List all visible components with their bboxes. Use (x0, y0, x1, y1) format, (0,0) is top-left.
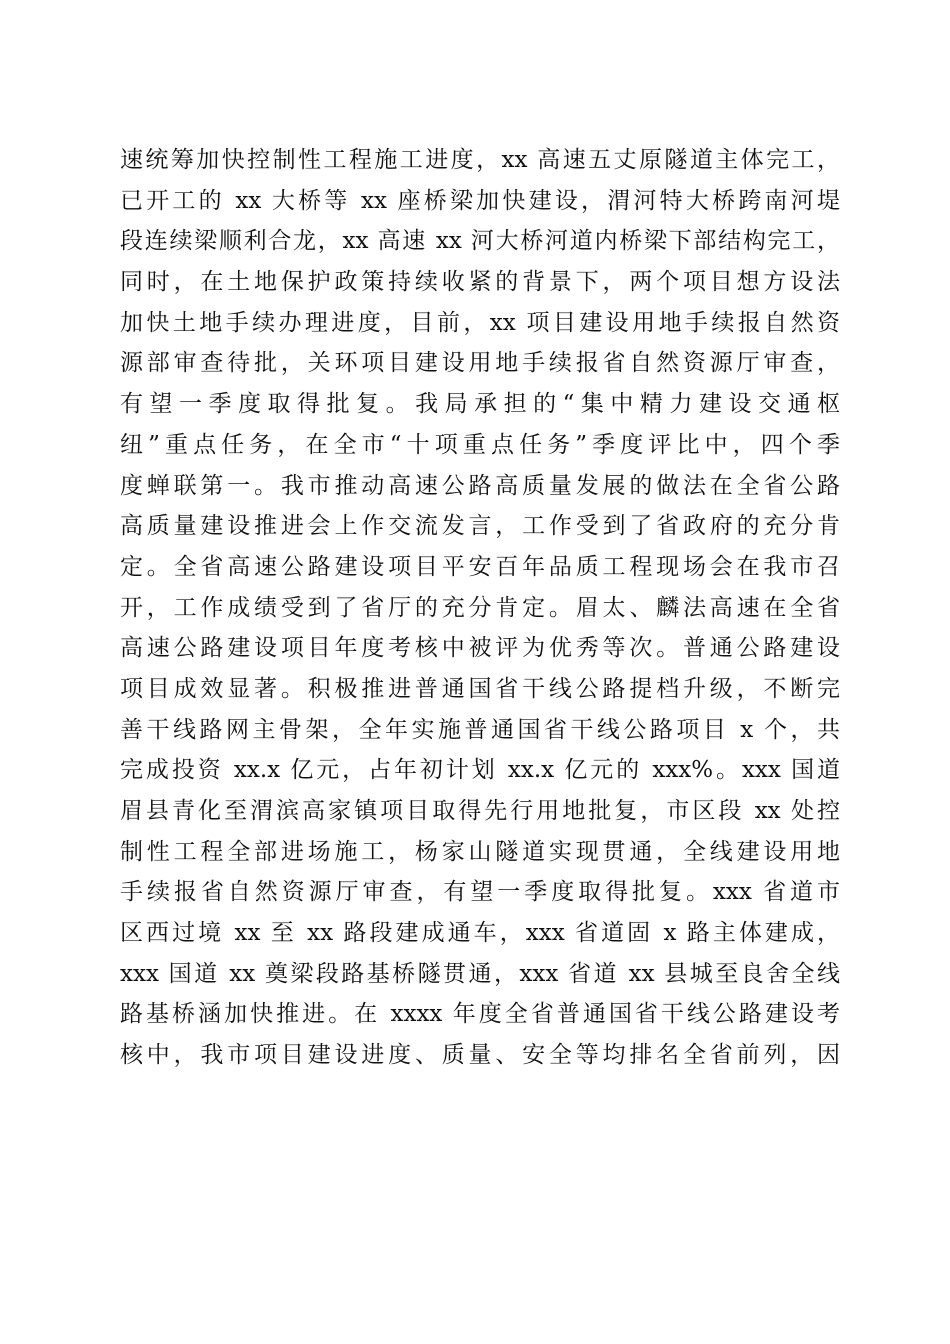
text-line: 完成投资 xx.x 亿元，占年初计划 xx.x 亿元的 xxx%。xxx 国道 (120, 757, 840, 784)
text-line: 手续报省自然资源厅审查，有望一季度取得批复。xxx 省道市 (120, 879, 840, 906)
text-line: 核中，我市项目建设进度、质量、安全等均排名全省前列，因 (120, 1042, 840, 1069)
text-line: 同时，在土地保护政策持续收紧的背景下，两个项目想方设法 (120, 269, 840, 296)
text-line: 区西过境 xx 至 xx 路段建成通车，xxx 省道固 x 路主体建成， (120, 920, 840, 947)
text-line: 眉县青化至渭滨高家镇项目取得先行用地批复，市区段 xx 处控 (120, 798, 840, 824)
text-line: 高速公路建设项目年度考核中被评为优秀等次。普通公路建设 (120, 635, 840, 662)
body-paragraph (120, 140, 840, 1076)
text-line: 路基桥涵加快推进。在 xxxx 年度全省普通国省干线公路建设考 (120, 1001, 840, 1028)
text-line: 制性工程全部进场施工，杨家山隧道实现贯通，全线建设用地 (120, 838, 840, 865)
text-line: 纽”重点任务，在全市“十项重点任务”季度评比中，四个季 (120, 431, 840, 458)
text-line: 速统筹加快控制性工程施工进度，xx 高速五丈原隧道主体完工， (120, 147, 840, 173)
text-line: 加快土地手续办理进度，目前，xx 项目建设用地手续报自然资 (120, 309, 840, 336)
text-line: 项目成效显著。积极推进普通国省干线公路提档升级，不断完 (120, 675, 840, 702)
text-line: 已开工的 xx 大桥等 xx 座桥梁加快建设，渭河特大桥跨南河堤 (120, 187, 840, 214)
text-line: 段连续梁顺利合龙，xx 高速 xx 河大桥河道内桥梁下部结构完工， (120, 228, 840, 255)
text-line: 开，工作成绩受到了省厅的充分肯定。眉太、麟法高速在全省 (120, 594, 840, 621)
text-line: 有望一季度取得批复。我局承担的“集中精力建设交通枢 (120, 391, 840, 418)
text-line: 源部审查待批，关环项目建设用地手续报省自然资源厅审查， (120, 350, 840, 377)
text-line: xxx 国道 xx 奠梁段路基桥隧贯通，xxx 省道 xx 县城至良舍全线 (120, 960, 840, 987)
text-line: 善干线路网主骨架，全年实施普通国省干线公路项目 x 个，共 (120, 716, 840, 743)
text-line: 高质量建设推进会上作交流发言，工作受到了省政府的充分肯 (120, 513, 840, 540)
text-line: 定。全省高速公路建设项目平安百年品质工程现场会在我市召 (120, 553, 840, 580)
text-line: 度蝉联第一。我市推动高速公路高质量发展的做法在全省公路 (120, 472, 840, 499)
